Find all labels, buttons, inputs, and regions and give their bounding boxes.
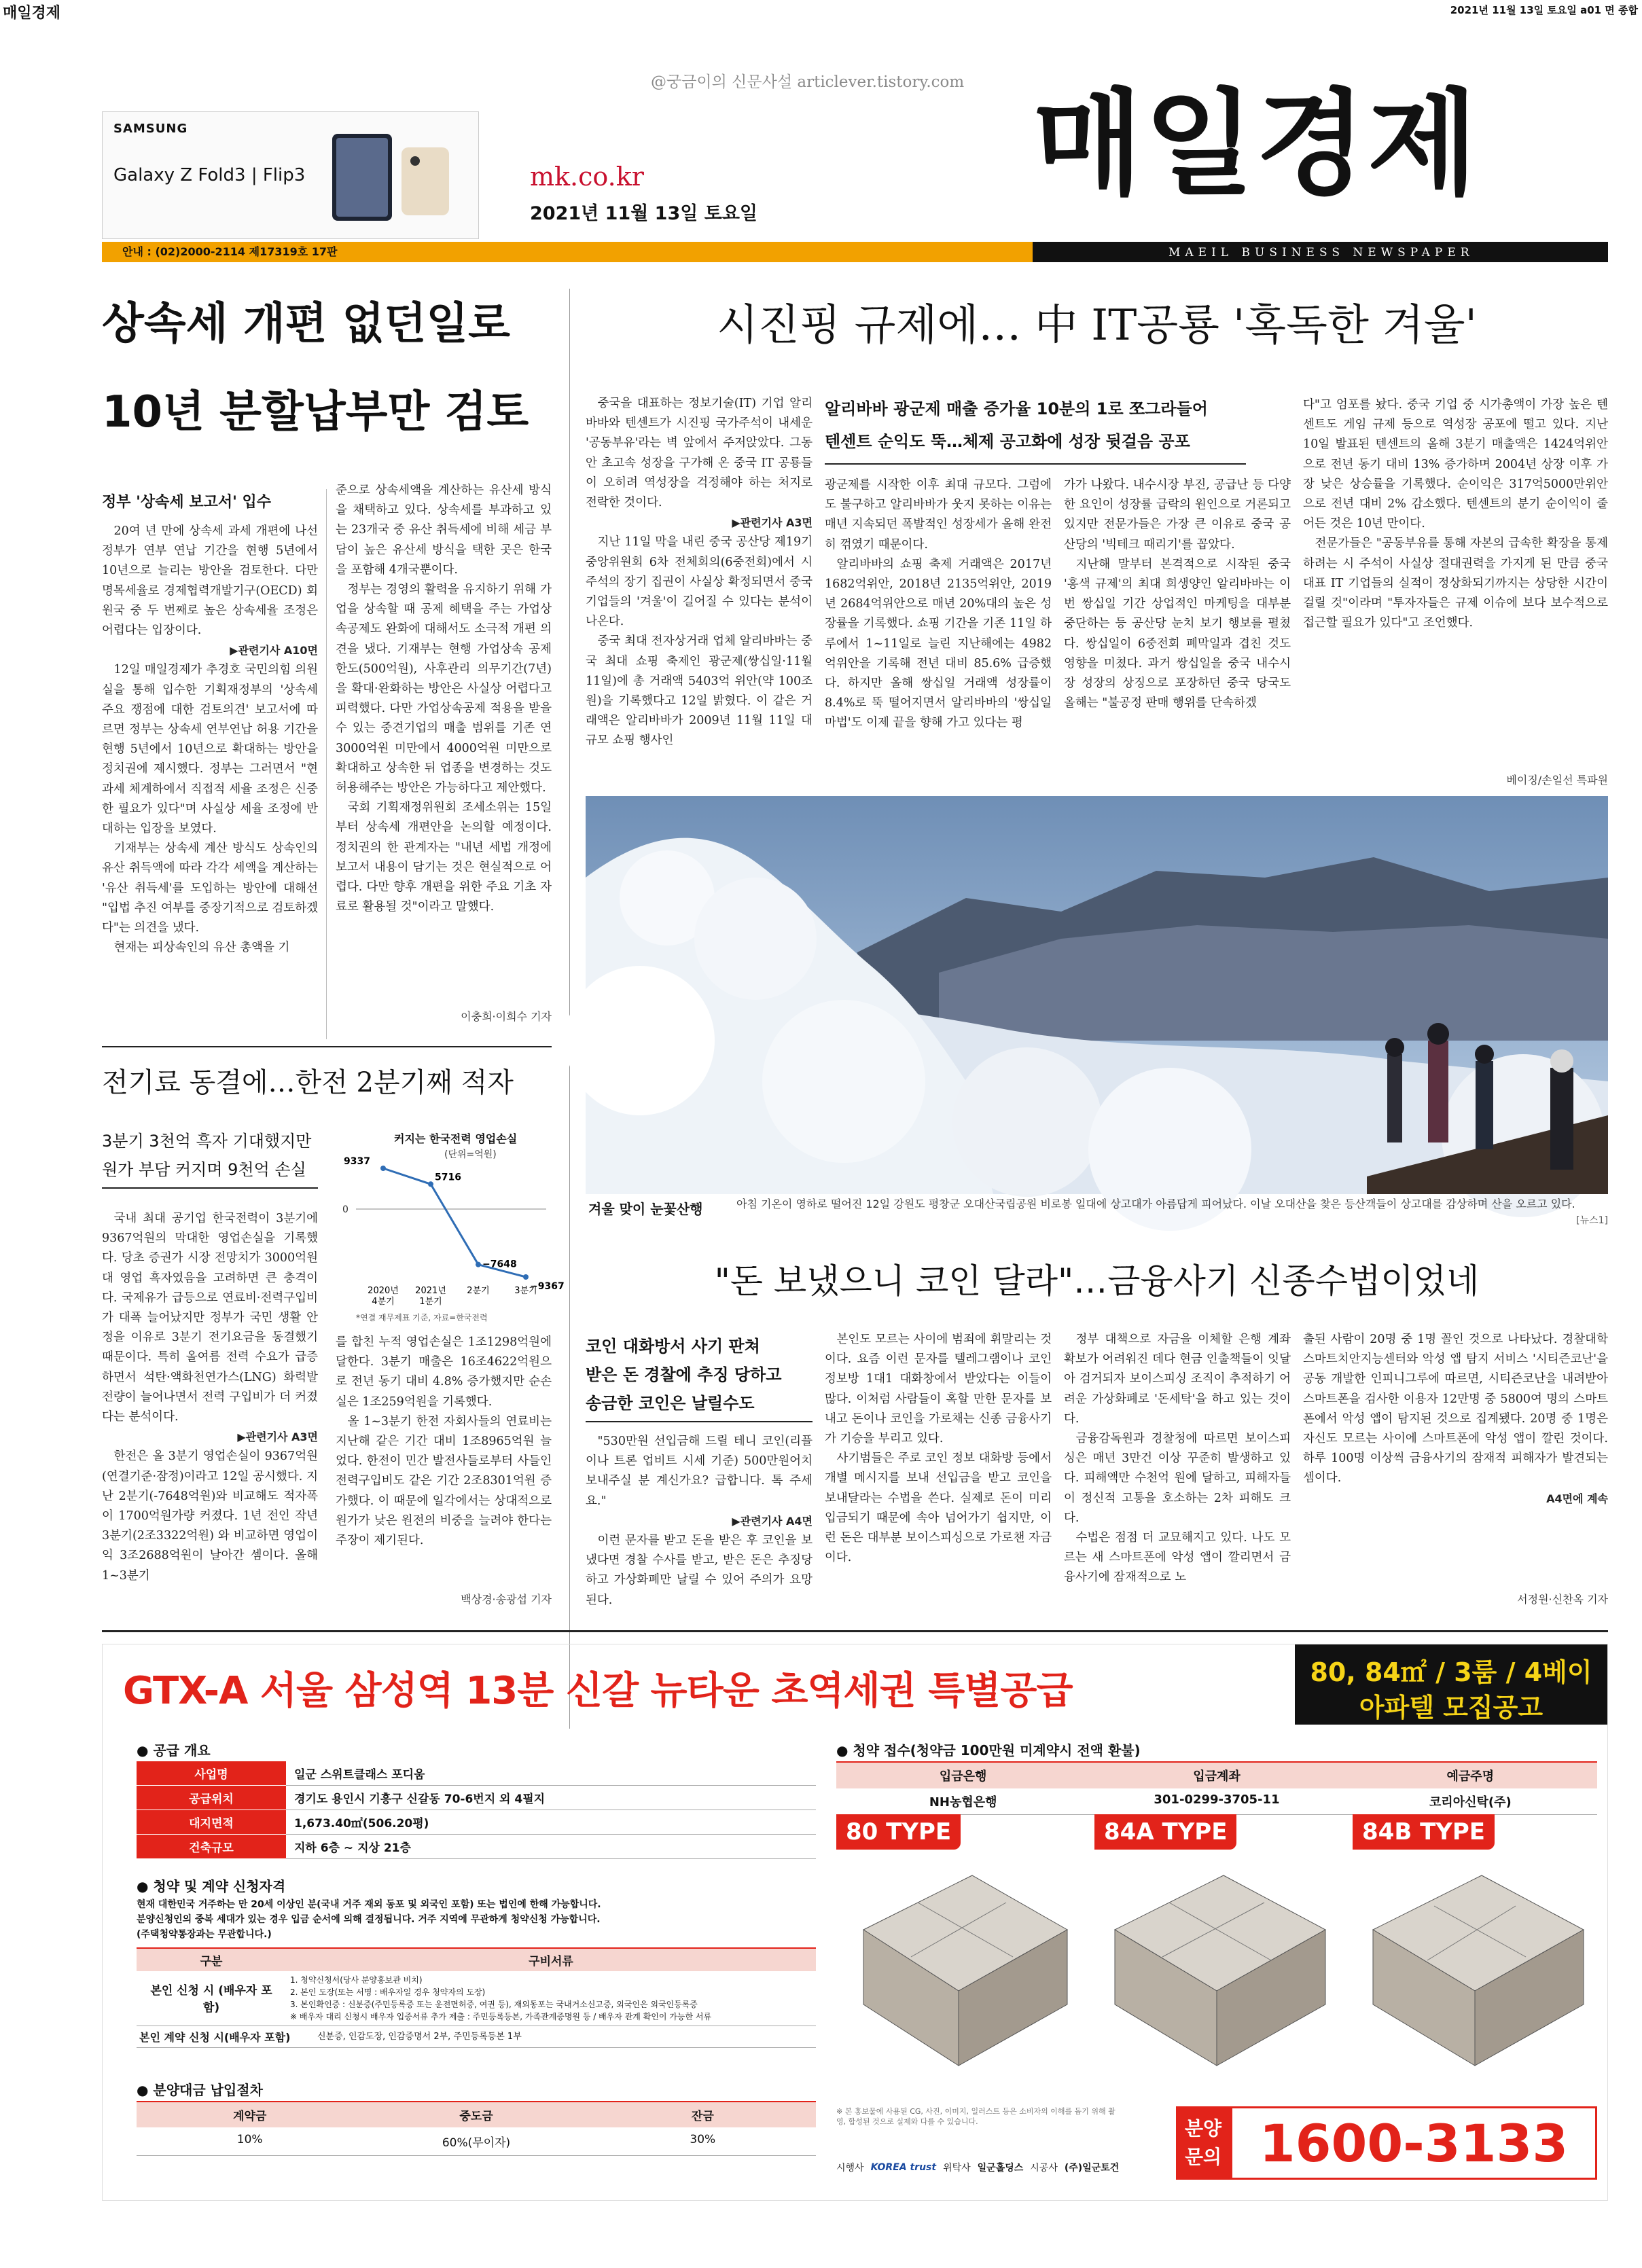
- chart-note: *연결 재무제표 기준, 자료=한국전력: [356, 1313, 488, 1322]
- phone-number[interactable]: 1600-3133: [1259, 2113, 1569, 2174]
- type-card-84b[interactable]: [1353, 1814, 1597, 2072]
- coin-col-4: [1303, 1330, 1608, 1588]
- paragraph: 올 1~3분기 한전 자회사들의 연료비는 지난해 같은 기간 대비 1조8965억원 늘었다. 한전이 민간 발전사들로부터 사들인 전력구입비도 같은 기간 2조8301억원 증가했다. 이 때문에 일각에서는 상대적으로 원가가 낮은 원전의 비중을 늘려야 한다는 주장이 제기된다.: [336, 1414, 552, 1548]
- lead-left-col-1: [102, 522, 318, 1031]
- bank-value: 코리아신탁(주): [1429, 1795, 1512, 1810]
- paragraph: 를 합친 누적 영업손실은 1조1298억원에 달한다. 3분기 매출은 16조4622억원으로 전년 동기 대비 4.8% 증가했지만 순손실은 1조259억원을 기록했다.: [336, 1335, 552, 1409]
- data-label: 9337: [344, 1156, 370, 1167]
- supply-key: 대지면적: [137, 1810, 286, 1835]
- supply-value: 일군 스위트클래스 포디움: [286, 1761, 816, 1786]
- bank-value: 301-0299-3705-11: [1154, 1793, 1280, 1807]
- type-label: 80 TYPE: [836, 1814, 961, 1850]
- vertical-divider: [569, 289, 570, 1729]
- lead-right-col-1: [586, 394, 813, 788]
- coin-subhead-2: 받은 돈 경찰에 추징 당하고: [586, 1365, 782, 1384]
- supply-key: 사업명: [137, 1761, 286, 1786]
- pay-head: 계약금: [233, 2110, 267, 2123]
- subscription-title: ● 청약 접수(청약금 100만원 미계약시 전액 환불): [836, 1742, 1141, 1759]
- edition-line: 2021년 11월 13일 토요일 a01 면 종합: [1450, 4, 1638, 16]
- data-point: [523, 1274, 529, 1280]
- supply-value: 1,673.40㎡(506.20평): [286, 1810, 816, 1835]
- docs-row1-key: 본인 신청 시 (배우자 포함): [150, 1984, 272, 2015]
- pay-title: ● 분양대금 납입절차: [137, 2082, 263, 2098]
- paragraph: 이런 문자를 받고 돈을 받은 후 코인을 보냈다면 경찰 수사를 받고, 받은 돈은 추징당하고 가상화폐만 날릴 수 있어 주의가 요망된다.: [586, 1534, 813, 1607]
- supply-table: [137, 1761, 816, 1859]
- pay-value: 10%: [236, 2133, 263, 2146]
- lead-right-col-4: [1303, 395, 1608, 776]
- paragraph: 국내 최대 공기업 한국전력이 3분기에 9367억원의 막대한 영업손실을 기록했다. 당초 증권가 시장 전망치가 3000억원대 영업 흑자였음을 고려하면 큰 충격이다. 국제유가 급등으로 연료비·전력구입비가 대폭 늘어났지만 정부가 국민 생활 안정을 이유로 3분기 전기요금을 동결했기 때문이다. 특히 올여름 전력 수요가 급증하면서 석탄·액화천연가스(LNG) 화력발전량이 늘어나면서 전력 구입비가 더 커졌다는 분석이다.: [102, 1212, 318, 1424]
- tick-label: 2분기: [467, 1286, 490, 1296]
- coin-byline: 서정원·신찬옥 기자: [1517, 1593, 1608, 1606]
- bank-value: NH농협은행: [929, 1795, 997, 1810]
- data-point: [428, 1181, 433, 1187]
- tick-label: 1분기: [419, 1297, 442, 1307]
- coin-subhead-3: 송금한 코인은 날릴수도: [586, 1394, 755, 1413]
- kepco-chart: [336, 1122, 565, 1326]
- gtx-side-1: 80, 84㎡ / 3룸 / 4베이: [1310, 1657, 1592, 1687]
- supply-row: [137, 1810, 816, 1835]
- kepco-headline: 전기료 동결에…한전 2분기째 적자: [102, 1067, 514, 1098]
- kepco-subhead-2: 원가 부담 커지며 9천억 손실: [102, 1160, 306, 1179]
- supply-row: [137, 1835, 816, 1859]
- paragraph: 본인도 모르는 사이에 범죄에 휘말리는 것이다. 요즘 이런 문자를 텔레그램이나 코인 정보방 1대1 대화창에서 받았다는 이들이 많다. 이처럼 사람들이 혹할 만한 문자를 보내고 돈이나 코인을 가로채는 신종 금융사기가 기승을 부리고 있다.: [825, 1333, 1052, 1446]
- supply-row: [137, 1786, 816, 1810]
- kepco-byline: 백상경·송광섭 기자: [461, 1593, 552, 1606]
- paragraph: 국회 기획재정위원회 조세소위는 15일부터 상속세 개편안을 논의할 예정이다. 정치권의 한 관계자는 "내년 세법 개정에 보고서 내용이 담기는 것은 현실적으로 어렵다. 다만 향후 개편을 위한 주요 기초 자료로 활용될 것"이라고 말했다.: [336, 801, 552, 914]
- paragraph: 지난해 말부터 본격적으로 시작된 중국 '홍색 규제'의 최대 희생양인 알리바바는 이번 쌍십일 기간 상업적인 마케팅을 대부분 중단하는 등 공산당 눈치 보기 행보를 펼쳤다. 쌍십일이 6중전회 폐막일과 겹친 것도 영향을 미쳤다. 과거 쌍십일을 중국 내수시장 성장의 상징으로 포장하던 중국 당국도 올해는 "불공정 판매 행위를 단속하겠: [1064, 557, 1291, 710]
- docs-head-kind: 구분: [200, 1955, 223, 1968]
- floorplan-illustration: [1094, 1848, 1339, 2072]
- credit-item: KOREA trust: [870, 2162, 937, 2173]
- pay-value: 60%(무이자): [442, 2136, 511, 2150]
- supply-value: 지하 6층 ~ 지상 21층: [286, 1835, 816, 1859]
- paragraph: 한전은 올 3분기 영업손실이 9367억원(연결기준·잠정)이라고 12일 공시했다. 지난 2분기(-7648억원)와 비교해도 적자폭이 1700억원가량 커졌다. 1년 전인 작년 3분기(2조3322억원) 와 비교하면 영업이익 3조2688억원이 날아간 셈이다. 올해 1~3분기: [102, 1450, 318, 1583]
- docs-head-docs: 구비서류: [529, 1955, 573, 1968]
- samsung-ad[interactable]: [102, 111, 479, 239]
- kepco-col-2: [336, 1333, 552, 1604]
- bank-head: 예금주명: [1446, 1769, 1495, 1784]
- issue-date: 2021년 11월 13일 토요일: [530, 203, 757, 224]
- paragraph: 중국 최대 전자상거래 업체 알리바바는 중국 최대 쇼핑 축제인 광군제(쌍십일·11월 11일)에 총 거래액 5403억 위안(약 100조원)을 기록했다고 12일 밝혔다. 이 같은 거래액은 알리바바가 2009년 11월 11일 대규모 쇼핑 행사인: [586, 634, 813, 748]
- apply-title: ● 청약 및 계약 신청자격: [137, 1878, 286, 1894]
- snow-photo: [586, 796, 1608, 1194]
- paragraph: 사기범들은 주로 코인 정보 대화방 등에서 개별 메시지를 보내 선입금을 받고 코인을 보내달라는 수법을 쓴다. 실제로 돈이 미리 입금되기 때문에 속아 넘어가기 쉽지만, 이런 돈은 대부분 보이스피싱으로 가로챈 자금이다.: [825, 1452, 1052, 1565]
- lead-left-headline-2: 10년 분할납부만 검토: [102, 387, 529, 437]
- paragraph: 가가 나왔다. 내수시장 부진, 공급난 등 다양한 요인이 성장률 급락의 원인으로 거론되고 있지만 전문가들은 가장 큰 이유로 중국 공산당의 '빅테크 때리기'를 꼽았다.: [1064, 478, 1291, 552]
- coin-subhead-rule: [586, 1421, 813, 1422]
- paragraph: 정부 대책으로 자금을 이체할 은행 계좌 확보가 어려워진 데다 현금 인출책들이 잇달아 검거되자 보이스피싱 조직이 추적하기 어려운 가상화폐로 '돈세탁'을 하고 있는 것이다.: [1064, 1333, 1291, 1426]
- continued-ref[interactable]: A4면에 계속: [1546, 1492, 1608, 1505]
- pay-head: 잔금: [691, 2110, 714, 2123]
- tick-label: 4분기: [372, 1297, 395, 1307]
- section-divider: [102, 1046, 552, 1047]
- logo-en: MAEIL BUSINESS NEWSPAPER: [1168, 246, 1474, 259]
- lead-right-subhead-2: 텐센트 순익도 뚝…체제 공고화에 성장 뒷걸음 공포: [825, 432, 1190, 451]
- paragraph: 현재는 피상속인의 유산 총액을 기: [113, 941, 290, 955]
- docs-row1-line: ※ 배우자 대리 신청시 배우자 입증서류 추가 제출 : 주민등록등본, 가족관계증명원 등 / 배우자 관계 확인이 가능한 서류: [290, 2012, 712, 2021]
- related-article-ref[interactable]: ▶관련기사 A3면: [237, 1430, 318, 1444]
- phone-illustration: [327, 127, 469, 229]
- kepco-loss-chart: [336, 1122, 565, 1326]
- tick-label: 2020년: [368, 1286, 399, 1296]
- type-card-84a[interactable]: [1094, 1814, 1339, 2072]
- credit-item: 시공사: [1030, 2163, 1058, 2174]
- lead-left-subhead: 정부 '상속세 보고서' 입수: [102, 494, 271, 511]
- paragraph: 기재부는 상속세 계산 방식도 상속인의 유산 취득액에 따라 각각 세액을 계산하는 '유산 취득세'를 도입하는 방안에 대해선 "입법 추진 여부를 중장기적으로 검토하겠다"는 의견을 냈다.: [102, 842, 318, 935]
- credit-item: 일군홀딩스: [977, 2163, 1024, 2174]
- related-article-ref[interactable]: ▶관련기사 A3면: [732, 516, 813, 530]
- lead-right-byline: 베이징/손일선 특파원: [1506, 774, 1608, 787]
- paragraph: 20여 년 만에 상속세 과세 개편에 나선 정부가 연부 연납 기간을 현행 5년에서 10년으로 늘리는 방안을 검토한다. 다만 명목세율로 경제협력개발기구(OECD) 회원국 중 두 번째로 높은 상속세율 조정은 어렵다는 입장이다.: [102, 524, 318, 638]
- data-label: −9367: [530, 1281, 565, 1292]
- inquiry-label: 분양 문의: [1184, 2117, 1222, 2168]
- type-label: 84A TYPE: [1094, 1814, 1236, 1850]
- paragraph: 알리바바의 쇼핑 축제 거래액은 2017년 1682억위안, 2018년 2135억위안, 2019년 2684억위안으로 매년 20%대의 높은 성장률을 기록했다. 쇼핑 기간을 기존 11일 하루에서 1~11일로 늘린 지난해에는 4982억위안을 기록해 전년 대비 85.6% 급증했다. 하지만 올해 쌍십일 거래액 성장률이 8.4%로 뚝 떨어지면서 알리바바의 '쌍십일 마법'도 이제 끝을 향해 가고 있다는 평: [825, 557, 1052, 730]
- corner-brand: 매일경제: [3, 5, 61, 22]
- gtx-side-2: 아파텔 모집공고: [1359, 1693, 1543, 1723]
- floorplan-illustration: [1353, 1848, 1597, 2072]
- photo-caption: 아침 기온이 영하로 떨어진 12일 강원도 평창군 오대산국립공원 비로봉 일대에 상고대가 아름답게 피어났다. 이날 오대산을 찾은 등산객들이 상고대를 감상하며 산을 오르고 있다.: [736, 1198, 1575, 1210]
- floorplan-illustration: [836, 1848, 1081, 2072]
- bank-head: 입금계좌: [1193, 1769, 1241, 1784]
- paragraph: 12일 매일경제가 추경호 국민의힘 의원실을 통해 입수한 기획재정부의 '상속세 주요 쟁점에 대한 검토의견' 보고서에 따르면 정부는 상속세 연부연납 허용 기간을 현행 5년에서 10년으로 확대하는 방안을 정치권에 제시했다. 정부는 그러면서 "현 과세 체계하에서 직접적 세율 조정은 신중한 필요가 있다"며 사실상 세율 조정에 반대하는 입장을 보였다.: [102, 663, 318, 836]
- paragraph: 출된 사람이 20명 중 1명 꼴인 것으로 나타났다. 경찰대학 스마트치안지능센터와 악성 앱 탐지 서비스 '시티즌코난'을 공동 개발한 인피니그루에 따르면, 시티즌코난을 내려받아 스마트폰을 검사한 이용자 12만명 중 5800여 명의 스마트폰에서 악성 앱이 탐지된 것으로 집계됐다. 20명 중 1명은 자신도 모르는 사이에 스마트폰에 악성 앱이 깔린 것이다. 하루 100명 이상씩 금융사기의 잠재적 피해자가 발견되는 셈이다.: [1303, 1333, 1608, 1486]
- supply-key: 공급위치: [137, 1786, 286, 1810]
- docs-row1-line: 3. 본인확인증 : 신분증(주민등록증 또는 운전면허증, 여권 등), 재외동포는 국내거소신고증, 외국인은 외국인등록증: [290, 2000, 698, 2009]
- related-article-ref[interactable]: ▶관련기사 A10면: [230, 644, 318, 658]
- coin-headline: "돈 보냈으니 코인 달라"…금융사기 신종수법이었네: [714, 1261, 1480, 1301]
- coin-col-2: [825, 1330, 1052, 1608]
- apply-text-3: (주택청약통장과는 무관합니다.): [137, 1929, 272, 1940]
- type-card-80[interactable]: [836, 1814, 1081, 2072]
- paragraph: 다"고 엄포를 놨다. 중국 기업 중 시가총액이 가장 높은 텐센트도 게임 규제 등으로 역성장 공포에 떨고 있다. 지난 10일 발표된 텐센트의 올해 3분기 매출액은 1424억위안으로 전년 동기 대비 13% 증가하며 2004년 상장 이후 가장 낮은 상승률을 기록했다. 순이익은 317억5000만위안으로 전년 대비 2% 감소했다. 텐센트의 분기 순이익이 줄어든 것은 10년 만이다.: [1303, 398, 1608, 531]
- type-label: 84B TYPE: [1353, 1814, 1495, 1850]
- docs-row1-line: 1. 청약신청서(당사 분양홍보관 비치): [290, 1975, 423, 1985]
- data-label: 5716: [435, 1172, 461, 1183]
- lead-right-col-2: [825, 475, 1052, 788]
- gtx-ad[interactable]: [102, 1644, 1608, 2201]
- subhead-rule: [825, 463, 1246, 465]
- credits: [836, 2161, 1119, 2174]
- docs-row1-line: 2. 본인 도장(또는 서명 : 배우자일 경우 청약자의 도장): [290, 1987, 486, 1997]
- data-point: [476, 1262, 481, 1267]
- coin-col-1: [586, 1432, 813, 1608]
- zero-label: 0: [342, 1204, 349, 1215]
- disclaimer: ※ 본 홍보물에 사용된 CG, 사진, 이미지, 일러스트 등은 소비자의 이해를 돕기 위해 촬영, 합성된 것으로 실제와 다를 수 있습니다.: [836, 2107, 1116, 2126]
- gtx-banner: GTX-A 서울 삼성역 13분 신갈 뉴타운 초역세권 특별공급: [123, 1669, 1073, 1713]
- paragraph: 수법은 점점 더 교묘해지고 있다. 나도 모르는 새 스마트폰에 악성 앱이 깔리면서 금융사기에 잠재적으로 노: [1064, 1531, 1291, 1585]
- paragraph: "530만원 선입금해 드릴 테니 코인(리플이나 트론 업비트 시세 기준) 500만원어치 보내주실 분 계신가요? 급합니다. 톡 주세요.": [586, 1435, 813, 1508]
- supply-key: 건축규모: [137, 1835, 286, 1859]
- paragraph: 금융감독원과 경찰청에 따르면 보이스피싱은 매년 3만건 이상 꾸준히 발생하고 있다. 피해액만 수천억 원에 달하고, 피해자들이 정신적 고통을 호소하는 2차 피해도 크다.: [1064, 1432, 1291, 1525]
- related-article-ref[interactable]: ▶관련기사 A4면: [732, 1514, 813, 1528]
- supply-row: [137, 1761, 816, 1786]
- samsung-brand: SAMSUNG: [113, 122, 188, 136]
- docs-row2-key: 본인 계약 신청 시(배우자 포함): [139, 2031, 291, 2044]
- snow-mountain-illustration: [586, 796, 1608, 1194]
- pay-table: [137, 2101, 816, 2156]
- lead-right-col-3: [1064, 475, 1291, 788]
- kepco-subhead-rule: [102, 1187, 318, 1189]
- credit-item: (주)일군토건: [1064, 2163, 1120, 2174]
- docs-row2-value: 신분증, 인감도장, 인감증명서 2부, 주민등록등본 1부: [317, 2032, 522, 2042]
- apply-text-2: 분양신청인의 중복 세대가 있는 경우 입금 순서에 의해 결정됩니다. 거주 지역에 무관하게 청약신청 가능합니다.: [137, 1914, 601, 1925]
- tick-label: 2021년: [415, 1286, 446, 1296]
- watermark: @궁금이의 신문사설 articlever.tistory.com: [651, 73, 965, 91]
- paragraph: 전문가들은 "공동부유를 통해 자본의 급속한 확장을 통제하려는 시 주석이 사실상 절대권력을 가지게 된 만큼 중국 대표 IT 기업들의 실적이 정상화되기까지는 상당한 시간이 걸릴 것"이라며 "투자자들은 규제 이슈에 보다 보수적으로 접근할 필요가 있다"고 조언했다.: [1303, 537, 1608, 630]
- paragraph: 광군제를 시작한 이후 최대 규모다. 그럼에도 불구하고 알리바바가 웃지 못하는 이유는 매년 지속되던 폭발적인 성장세가 올해 완전히 꺾였기 때문이다.: [825, 478, 1052, 552]
- ad-top-rule: [102, 1630, 1608, 1632]
- kepco-col-1: [102, 1209, 318, 1617]
- lead-right-headline: 시진핑 규제에… 中 IT공룡 '혹독한 겨울': [717, 300, 1477, 350]
- kepco-subhead-1: 3분기 3천억 흑자 기대했지만: [102, 1132, 312, 1151]
- bank-table: [836, 1761, 1597, 1815]
- lead-left-byline: 이충희·이희수 기자: [461, 1010, 552, 1023]
- apply-text-1: 현재 대한민국 거주하는 만 20세 이상인 분(국내 거주 재외 동포 및 외국인 포함) 또는 법인에 한해 가능합니다.: [137, 1899, 601, 1910]
- paragraph: 정부는 경영의 활력을 유지하기 위해 가업을 상속할 때 공제 혜택을 주는 가업상속공제도 완화에 대해서도 소극적 개편 의견을 냈다. 기재부는 현행 가업상속 공제한도(500억원), 사후관리 의무기간(7년) 을 확대·완화하는 방안은 사실상 어렵다고 피력했다. 다만 가업상속공제 적용을 받을 수 있는 중견기업의 매출 범위를 기존 연 3000억원 미만에서 4000억원 미만으로 확대하고 상속한 뒤 업종을 변경하는 것도 허용해주는 방안은 가능하다고 제안했다.: [336, 583, 552, 795]
- chart-unit: (단위=억원): [444, 1149, 497, 1160]
- docs-table: [137, 1947, 816, 2048]
- credit-item: 시행사: [836, 2163, 864, 2174]
- photo-caption-title: 겨울 맞이 눈꽃산행: [588, 1201, 703, 1217]
- paragraph: 중국을 대표하는 정보기술(IT) 기업 알리바바와 텐센트가 시진핑 국가주석이 내세운 '공동부유'라는 벽 앞에서 주저앉았다. 그동안 초고속 성장을 구가해 온 중국 IT 공룡들이 오히려 역성장을 걱정해야 하는 처지로 전락한 것이다.: [586, 397, 813, 510]
- photo-credit: [뉴스1]: [1576, 1215, 1608, 1226]
- logo: 매일경제: [1033, 77, 1480, 211]
- tick-label: 3분기: [514, 1286, 537, 1296]
- pay-value: 30%: [690, 2133, 716, 2146]
- info-line: 안내 : (02)2000-2114 제17319호 17판: [122, 245, 338, 258]
- coin-col-3: [1064, 1330, 1291, 1608]
- lead-left-headline-1: 상속세 개편 없던일로: [102, 299, 510, 349]
- site-url[interactable]: mk.co.kr: [530, 162, 644, 192]
- supply-value: 경기도 용인시 기흥구 신갈동 70-6번지 외 4필지: [286, 1786, 816, 1810]
- coin-subhead-1: 코인 대화방서 사기 판쳐: [586, 1337, 760, 1356]
- data-label: −7648: [482, 1259, 517, 1270]
- lead-left-col-2: [336, 481, 552, 1008]
- column-divider: [326, 489, 327, 1039]
- data-point: [380, 1166, 386, 1171]
- paragraph: 지난 11일 막을 내린 중국 공산당 제19기 중앙위원회 6차 전체회의(6중전회)에서 시 주석의 장기 집권이 사실상 확정되면서 중국 기업들의 '겨울'이 길어질 수 있다는 분석이 나온다.: [586, 535, 813, 629]
- lead-right-subhead-1: 알리바바 광군제 매출 증가율 10분의 1로 쪼그라들어: [825, 399, 1208, 418]
- chart-title: 커지는 한국전력 영업손실: [394, 1132, 518, 1145]
- paragraph: 준으로 상속세액을 계산하는 유산세 방식을 채택하고 있다. 상속세를 부과하고 있는 23개국 중 유산 취득세에 비해 세금 부담이 높은 유산세 방식을 택한 곳은 한국을 포함해 4개국뿐이다.: [336, 484, 552, 577]
- credit-item: 위탁사: [943, 2163, 971, 2174]
- samsung-product: Galaxy Z Fold3 | Flip3: [113, 165, 306, 185]
- supply-title: ● 공급 개요: [137, 1742, 211, 1759]
- bank-head: 입금은행: [939, 1769, 987, 1784]
- pay-head: 중도금: [459, 2110, 493, 2123]
